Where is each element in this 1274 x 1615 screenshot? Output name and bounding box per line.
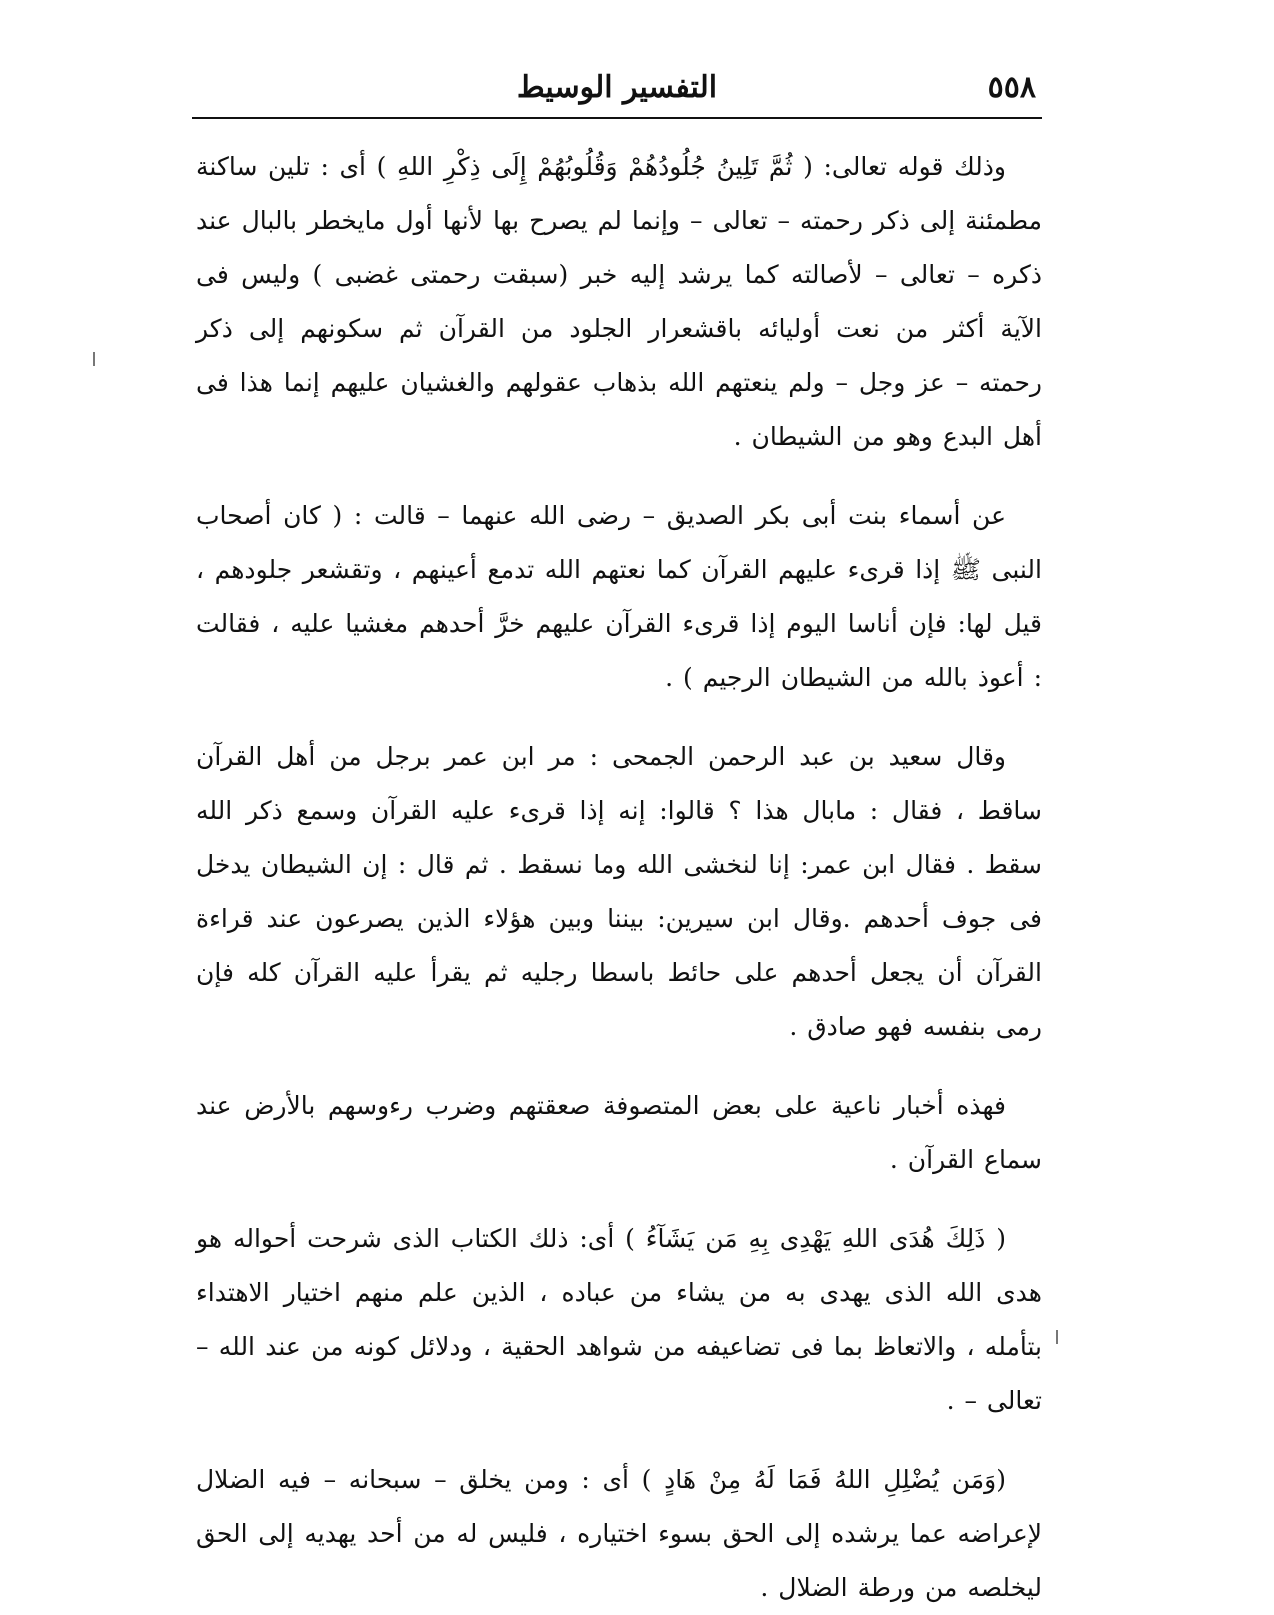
header-divider bbox=[192, 117, 1042, 119]
paragraph: وقال سعيد بن عبد الرحمن الجمحى : مر ابن عمر برجل من أهل القرآن ساقط ، فقال : مابال هذا ؟ قالوا: إنه إذا قرىء عليه القرآن وسمع ذكر الله سقط . فقال ابن عمر: إنا لنخشى الله وما نسقط . ثم قال : إن الشيطان يدخل فى جوف أحدهم .وقال ابن سيرين: بيننا وبين هؤلاء الذين يصرعون عند قراءة القرآن أن يجعل أحدهم على حائط باسطا رجليه ثم يقرأ عليه القرآن كله فإن رمى بنفسه فهو صادق . bbox=[196, 742, 1042, 1041]
page-header bbox=[192, 64, 1042, 112]
scan-speck bbox=[93, 352, 95, 366]
paragraph: ( ذَلِكَ هُدَى اللهِ يَهْدِى بِهِ مَن يَشَآءُ ) أى: ذلك الكتاب الذى شرحت أحواله هو هدى الله الذى يهدى به من يشاء من عباده ، الذين علم منهم اختيار الاهتداء بتأمله ، والاتعاظ بما فى تضاعيفه من شواهد الحقية ، ودلائل كونه من عند الله – تعالى – . bbox=[196, 1224, 1042, 1415]
scan-speck bbox=[1056, 1330, 1058, 1344]
page-body bbox=[196, 140, 1042, 1615]
paragraph: وذلك قوله تعالى: ( ثُمَّ تَلِينُ جُلُودُهُمْ وَقُلُوبُهُمْ إِلَى ذِكْرِ اللهِ ) أى : تلين ساكنة مطمئنة إلى ذكر رحمته – تعالى – وإنما لم يصرح بها لأنها أول مايخطر بالبال عند ذكره – تعالى – لأصالته كما يرشد إليه خبر (سبقت رحمتى غضبى ) وليس فى الآية أكثر من نعت أوليائه باقشعرار الجلود من القرآن ثم سكونهم إلى ذكر رحمته – عز وجل – ولم ينعتهم الله بذهاب عقولهم والغشيان عليهم إنما هذا فى أهل البدع وهو من الشيطان . bbox=[196, 152, 1042, 451]
paragraph: فهذه أخبار ناعية على بعض المتصوفة صعقتهم وضرب رءوسهم بالأرض عند سماع القرآن . bbox=[196, 1091, 1042, 1174]
paragraph: عن أسماء بنت أبى بكر الصديق – رضى الله عنهما – قالت : ( كان أصحاب النبى ﷺ إذا قرىء عليهم القرآن كما نعتهم الله تدمع أعينهم ، وتقشعر جلودهم ، قيل لها: فإن أناسا اليوم إذا قرىء القرآن عليهم خرَّ أحدهم مغشيا عليه ، فقالت : أعوذ بالله من الشيطان الرجيم ) . bbox=[196, 501, 1042, 692]
page-number: ٥٥٨ bbox=[987, 70, 1036, 105]
running-title: التفسير الوسيط bbox=[516, 70, 718, 105]
paragraph: (وَمَن يُضْلِلِ اللهُ فَمَا لَهُ مِنْ هَادٍ ) أى : ومن يخلق – سبحانه – فيه الضلال لإعراضه عما يرشده إلى الحق بسوء اختياره ، فليس له من أحد يهديه إلى الحق ليخلصه من ورطة الضلال . bbox=[196, 1465, 1042, 1602]
